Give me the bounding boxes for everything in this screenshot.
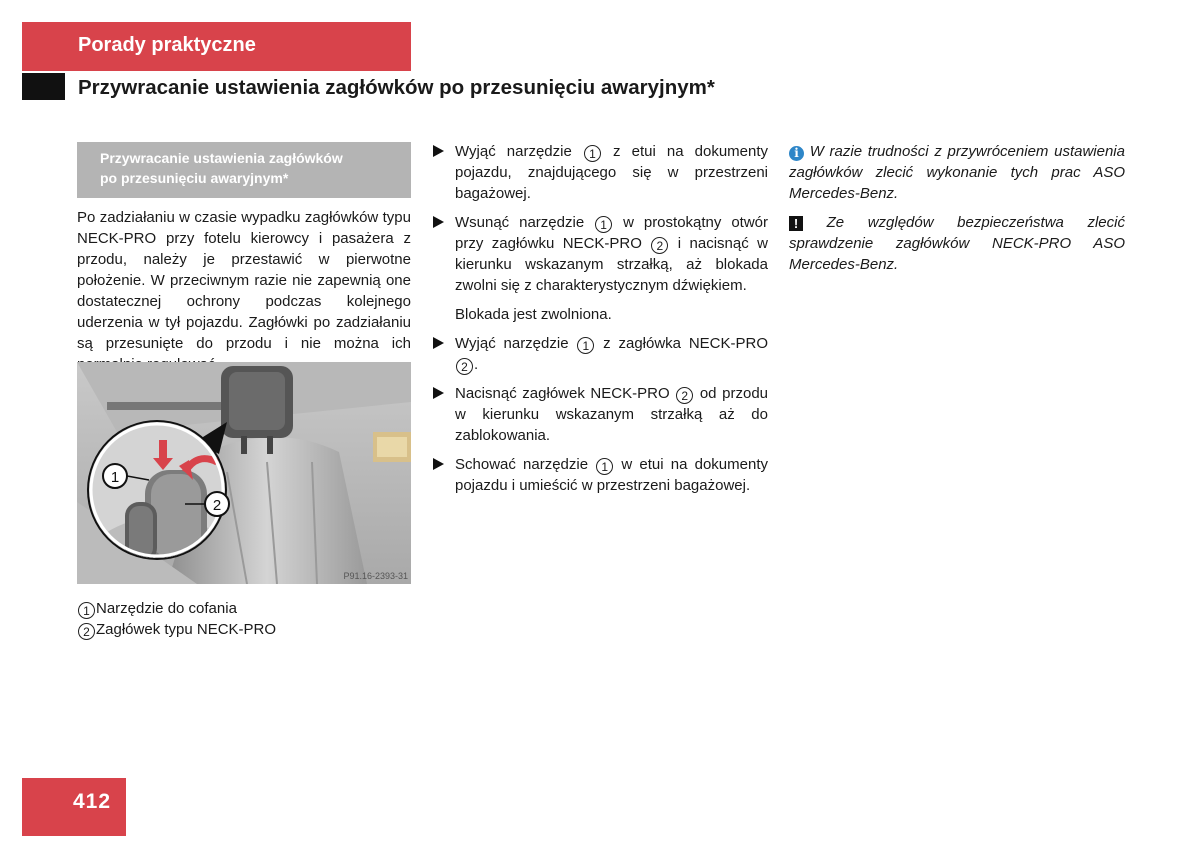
headrest-figure	[77, 362, 411, 584]
step-text: z etui na dokumenty pojazdu, znajdującego się w przestrzeni bagażowej.	[455, 143, 769, 202]
info-note	[789, 141, 1125, 204]
notes-column	[789, 141, 1125, 283]
step-arrow-icon	[433, 145, 444, 157]
subheading-box	[77, 142, 411, 198]
step-arrow-icon	[433, 458, 444, 470]
step-text: z zagłówka NECK-PRO	[603, 335, 768, 352]
step-text: Wyjąć narzędzie	[455, 335, 569, 352]
step-1	[432, 141, 768, 204]
headrest-illustration	[77, 362, 411, 584]
step-arrow-icon	[433, 387, 444, 399]
step-text: w prostokątny otwór przy zagłówku NECK-PRO	[455, 214, 769, 252]
legend-text: Narzędzie do cofania	[96, 600, 237, 617]
step-arrow-icon	[433, 216, 444, 228]
step-text: Schować narzędzie	[455, 456, 589, 473]
warning-note	[789, 212, 1125, 275]
step-text: i nacisnąć w kierunku wskazanym strzałką, aż blokada zwolni się z charakterystycznym dźwiękiem.	[455, 235, 769, 294]
step-text: .	[474, 356, 479, 373]
number-2-icon: 2	[676, 387, 693, 404]
number-2-icon: 2	[78, 623, 95, 640]
info-note-text: W razie trudności z przywróceniem ustawienia zagłówków zlecić wykonanie tych prac ASO Mercedes-Benz.	[789, 143, 1125, 202]
step-text: od przodu w kierunku wskazanym strzałką aż do zablokowania.	[455, 385, 768, 444]
page-number	[22, 778, 126, 836]
step-3	[432, 333, 768, 375]
number-1-icon: 1	[596, 458, 613, 475]
marker-1-label: 1	[110, 469, 120, 486]
warning-icon: !	[789, 216, 803, 231]
step-2	[432, 212, 768, 296]
marker-2-label: 2	[212, 497, 222, 514]
page-title: Przywracanie ustawienia zagłówków po przesunięciu awaryjnym*	[78, 76, 715, 99]
figure-legend	[77, 598, 276, 640]
step-5	[432, 454, 768, 496]
page-number-text: 412	[73, 790, 112, 813]
step-text: Wyjąć narzędzie	[455, 143, 572, 160]
number-2-icon: 2	[456, 358, 473, 375]
legend-item-tool	[77, 598, 276, 619]
step-text: Wsunąć narzędzie	[455, 214, 585, 231]
intro-column	[77, 207, 411, 375]
legend-item-headrest	[77, 619, 276, 640]
legend-text: Zagłówek typu NECK-PRO	[96, 621, 277, 638]
intro-paragraph: Po zadziałaniu w czasie wypadku zagłówków typu NECK-PRO przy fotelu kierowcy i pasażera z przodu, należy je przestawić w pierwotne położenie. W przeciwnym razie nie zapewnią one dostatecznej ochrony podczas kolejnego uderzenia w tył pojazdu. Zagłówki po zadziałaniu są przesunięte do przodu i nie można ich	[77, 209, 411, 352]
number-2-icon: 2	[651, 237, 668, 254]
step-text: Nacisnąć zagłówek NECK-PRO	[455, 385, 670, 402]
number-1-icon: 1	[577, 337, 594, 354]
number-1-icon: 1	[78, 602, 95, 619]
warning-note-text: Ze względów bezpieczeństwa zlecić sprawdzenie zagłówków NECK-PRO ASO Mercedes-Benz.	[789, 214, 1125, 273]
info-icon: i	[789, 146, 804, 161]
step-arrow-icon	[433, 337, 444, 349]
title-marker	[22, 73, 65, 100]
step-result: Blokada jest zwolniona.	[455, 306, 612, 323]
step-text: w etui na dokumenty pojazdu i umieścić w przestrzeni bagażowej.	[455, 456, 768, 494]
step-4	[432, 383, 768, 446]
section-tab	[22, 22, 411, 71]
number-1-icon: 1	[584, 145, 601, 162]
number-1-icon: 1	[595, 216, 612, 233]
instructions-column	[432, 141, 768, 504]
section-title: Porady praktyczne	[78, 34, 256, 56]
subheading-line-1: Przywracanie ustawienia zagłówków	[100, 150, 343, 166]
figure-reference: P91.16-2393-31	[343, 571, 408, 581]
subheading-line-2: po przesunięciu awaryjnym*	[100, 170, 289, 186]
